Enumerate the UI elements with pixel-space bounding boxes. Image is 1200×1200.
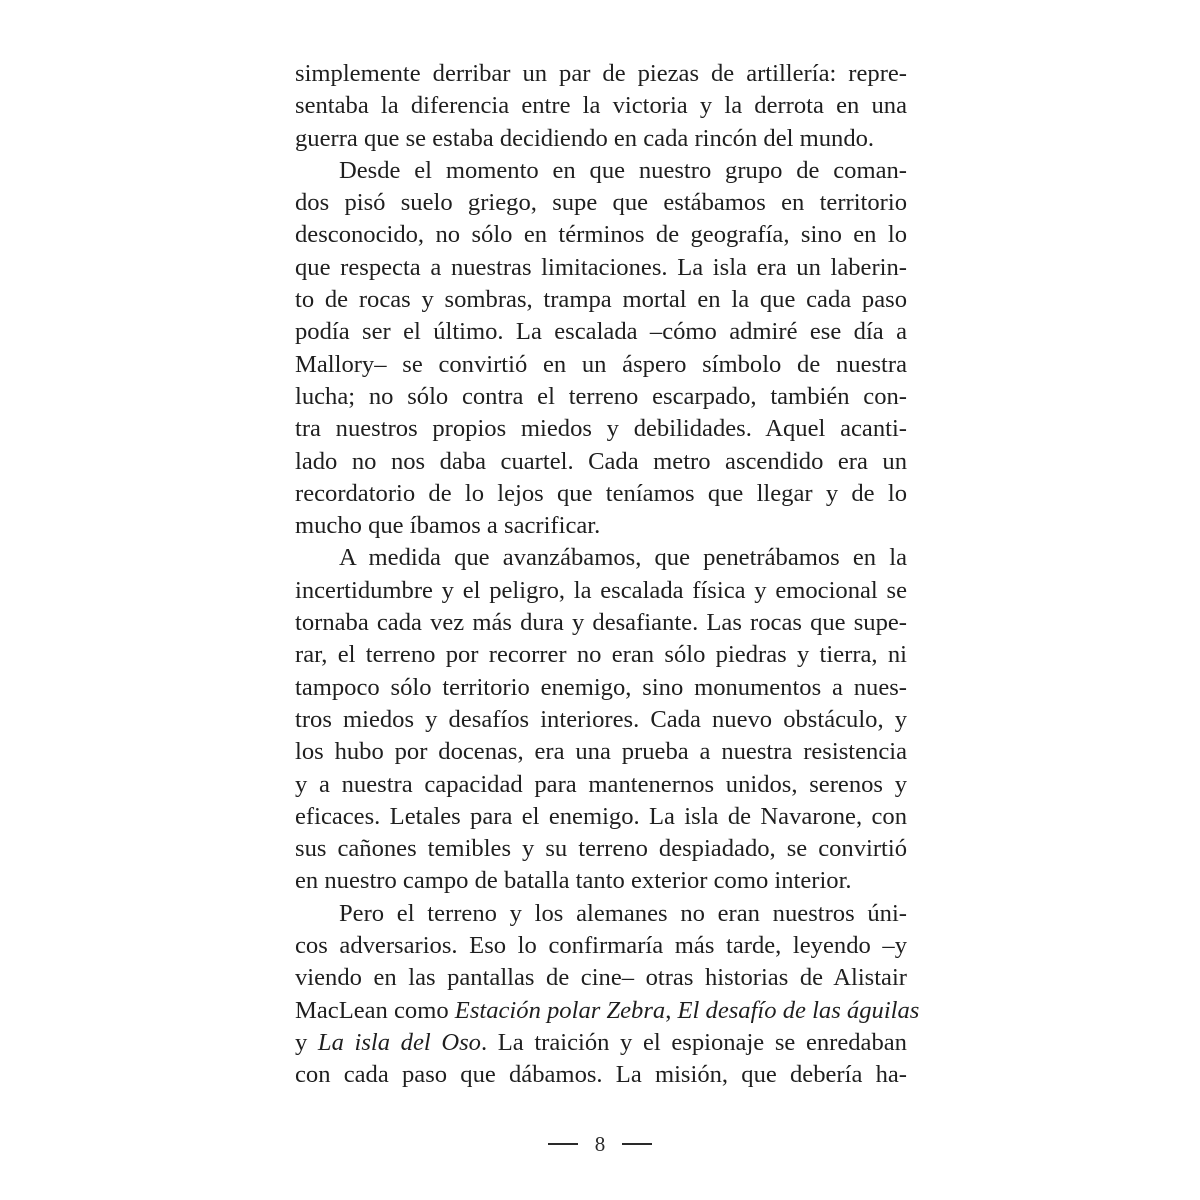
text-line: desconocido, no sólo en términos de geografía, sino en lo <box>295 221 907 249</box>
paragraph <box>295 542 907 897</box>
text-line: sentaba la diferencia entre la victoria y la derrota en una <box>295 92 907 120</box>
text-line: to de rocas y sombras, trampa mortal en la que cada paso <box>295 286 907 314</box>
text-line: rar, el terreno por recorrer no eran sólo piedras y tierra, ni <box>295 641 907 669</box>
text-line: recordatorio de lo lejos que teníamos que llegar y de lo <box>295 479 907 507</box>
text-line: eficaces. Letales para el enemigo. La isla de Navarone, con <box>295 802 907 830</box>
book-title: Estación polar Zebra <box>454 996 666 1024</box>
page-footer <box>0 1131 1200 1157</box>
text-line <box>295 1027 907 1059</box>
body-text <box>295 58 920 1092</box>
text-line: guerra que se estaba decidiendo en cada rincón del mundo. <box>295 124 875 152</box>
paragraph <box>295 898 920 1092</box>
text-line: cos adversarios. Eso lo confirmaría más tarde, leyendo –y <box>295 932 907 960</box>
text-line: con cada paso que dábamos. La misión, que debería ha- <box>295 1061 907 1089</box>
text-line: tra nuestros propios miedos y debilidades. Aquel acanti- <box>295 415 907 443</box>
text-line: podía ser el último. La escalada –cómo admiré ese día a <box>295 318 907 346</box>
text-line: viendo en las pantallas de cine– otras historias de Alistair <box>295 964 907 992</box>
text-line: lado no nos daba cuartel. Cada metro ascendido era un <box>295 447 907 475</box>
paragraph <box>295 155 907 543</box>
text-run: y <box>295 1028 318 1056</box>
text-line: simplemente derribar un par de piezas de artillería: repre- <box>295 60 907 87</box>
text-run: . La traición y el espionaje se enredaban <box>480 1028 907 1056</box>
folio-dash-left <box>548 1143 578 1145</box>
text-line: tros miedos y desafíos interiores. Cada nuevo obstáculo, y <box>295 705 907 733</box>
text-line: tornaba cada vez más dura y desafiante. Las rocas que supe- <box>295 609 907 637</box>
text-line <box>295 995 920 1027</box>
paragraph <box>295 58 907 155</box>
page-number: 8 <box>594 1132 606 1156</box>
text-line: los hubo por docenas, era una prueba a nuestra resistencia <box>295 738 907 766</box>
book-title: La isla del Oso <box>317 1028 481 1056</box>
text-line: Pero el terreno y los alemanes no eran nuestros úni- <box>339 899 907 927</box>
text-run: , <box>665 996 678 1024</box>
text-line: incertidumbre y el peligro, la escalada física y emocional se <box>295 576 907 604</box>
text-line: sus cañones temibles y su terreno despiadado, se convirtió <box>295 835 907 863</box>
text-line: Mallory– se convirtió en un áspero símbolo de nuestra <box>295 350 907 378</box>
text-line: y a nuestra capacidad para mantenernos unidos, serenos y <box>295 770 907 798</box>
text-line: en nuestro campo de batalla tanto exterior como interior. <box>295 867 852 895</box>
book-title: El desafío de las águilas <box>677 996 920 1024</box>
folio-dash-right <box>622 1143 652 1145</box>
text-line: lucha; no sólo contra el terreno escarpado, también con- <box>295 382 907 410</box>
text-line: dos pisó suelo griego, supe que estábamos en territorio <box>295 189 907 217</box>
text-run: MacLean como <box>295 996 455 1024</box>
text-line: tampoco sólo territorio enemigo, sino monumentos a nues- <box>295 673 907 701</box>
text-line: que respecta a nuestras limitaciones. La isla era un laberin- <box>295 253 907 281</box>
text-line: A medida que avanzábamos, que penetrábamos en la <box>339 544 907 572</box>
text-line: Desde el momento en que nuestro grupo de coman- <box>339 156 907 184</box>
text-line: mucho que íbamos a sacrificar. <box>295 512 601 540</box>
